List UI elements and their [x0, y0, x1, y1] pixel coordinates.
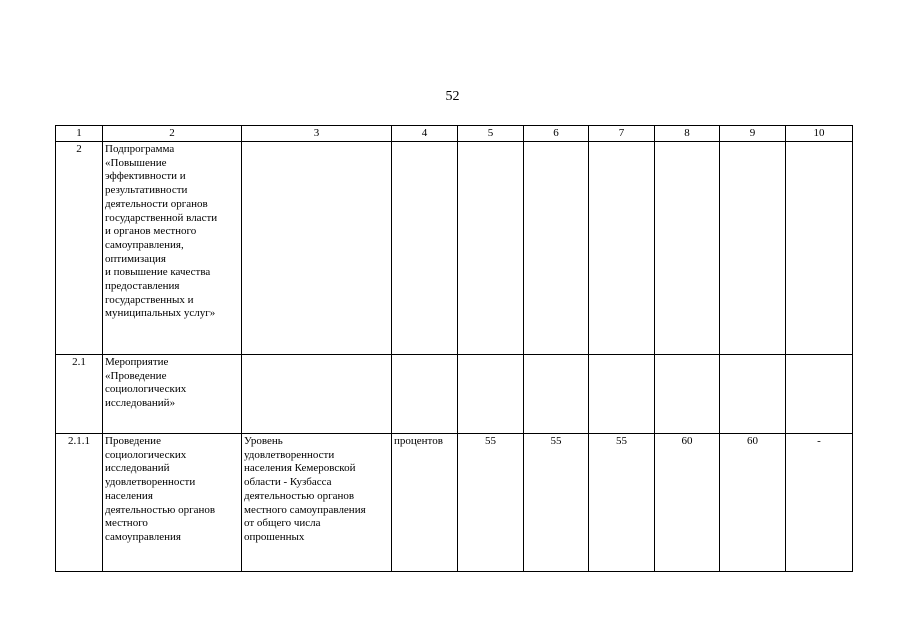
header-cell-5: 5	[458, 126, 524, 142]
row-value-5: 55	[458, 434, 524, 572]
row-indicator	[242, 355, 392, 434]
row-indicator: Уровень удовлетворенности населения Кемеровской области - Кузбасса деятельностью органов местного самоуправления от общего числа опрошенных	[242, 434, 392, 572]
row-value-10	[786, 142, 853, 355]
header-cell-10: 10	[786, 126, 853, 142]
row-value-9	[720, 142, 786, 355]
row-indicator	[242, 142, 392, 355]
row-number: 2.1.1	[56, 434, 103, 572]
row-value-9: 60	[720, 434, 786, 572]
row-value-6	[524, 142, 589, 355]
row-value-6: 55	[524, 434, 589, 572]
row-value-5	[458, 142, 524, 355]
row-value-8	[655, 142, 720, 355]
row-value-7	[589, 142, 655, 355]
row-unit	[392, 142, 458, 355]
table-row	[56, 355, 853, 434]
header-cell-9: 9	[720, 126, 786, 142]
page-number: 52	[445, 89, 460, 104]
row-value-10	[786, 355, 853, 434]
header-cell-7: 7	[589, 126, 655, 142]
row-value-10: -	[786, 434, 853, 572]
table-header-row	[56, 126, 853, 142]
header-cell-1: 1	[56, 126, 103, 142]
row-number: 2	[56, 142, 103, 355]
row-value-8	[655, 355, 720, 434]
header-cell-4: 4	[392, 126, 458, 142]
row-unit	[392, 355, 458, 434]
header-cell-8: 8	[655, 126, 720, 142]
row-value-9	[720, 355, 786, 434]
table-row	[56, 434, 853, 572]
row-value-7	[589, 355, 655, 434]
header-cell-6: 6	[524, 126, 589, 142]
row-number: 2.1	[56, 355, 103, 434]
header-cell-3: 3	[242, 126, 392, 142]
row-name: Подпрограмма «Повышение эффективности и результативности деятельности органов государственной власти и органов местного самоуправления, оптимизация и повышение качества предоставления государственных и муниципальных услуг»	[103, 142, 242, 355]
row-value-6	[524, 355, 589, 434]
indicators-table	[55, 125, 853, 572]
row-value-8: 60	[655, 434, 720, 572]
row-name: Проведение социологических исследований удовлетворенности населения деятельностью органов местного самоуправления	[103, 434, 242, 572]
row-value-5	[458, 355, 524, 434]
header-cell-2: 2	[103, 126, 242, 142]
row-unit: процентов	[392, 434, 458, 572]
row-value-7: 55	[589, 434, 655, 572]
table-row	[56, 142, 853, 355]
row-name: Мероприятие «Проведение социологических исследований»	[103, 355, 242, 434]
